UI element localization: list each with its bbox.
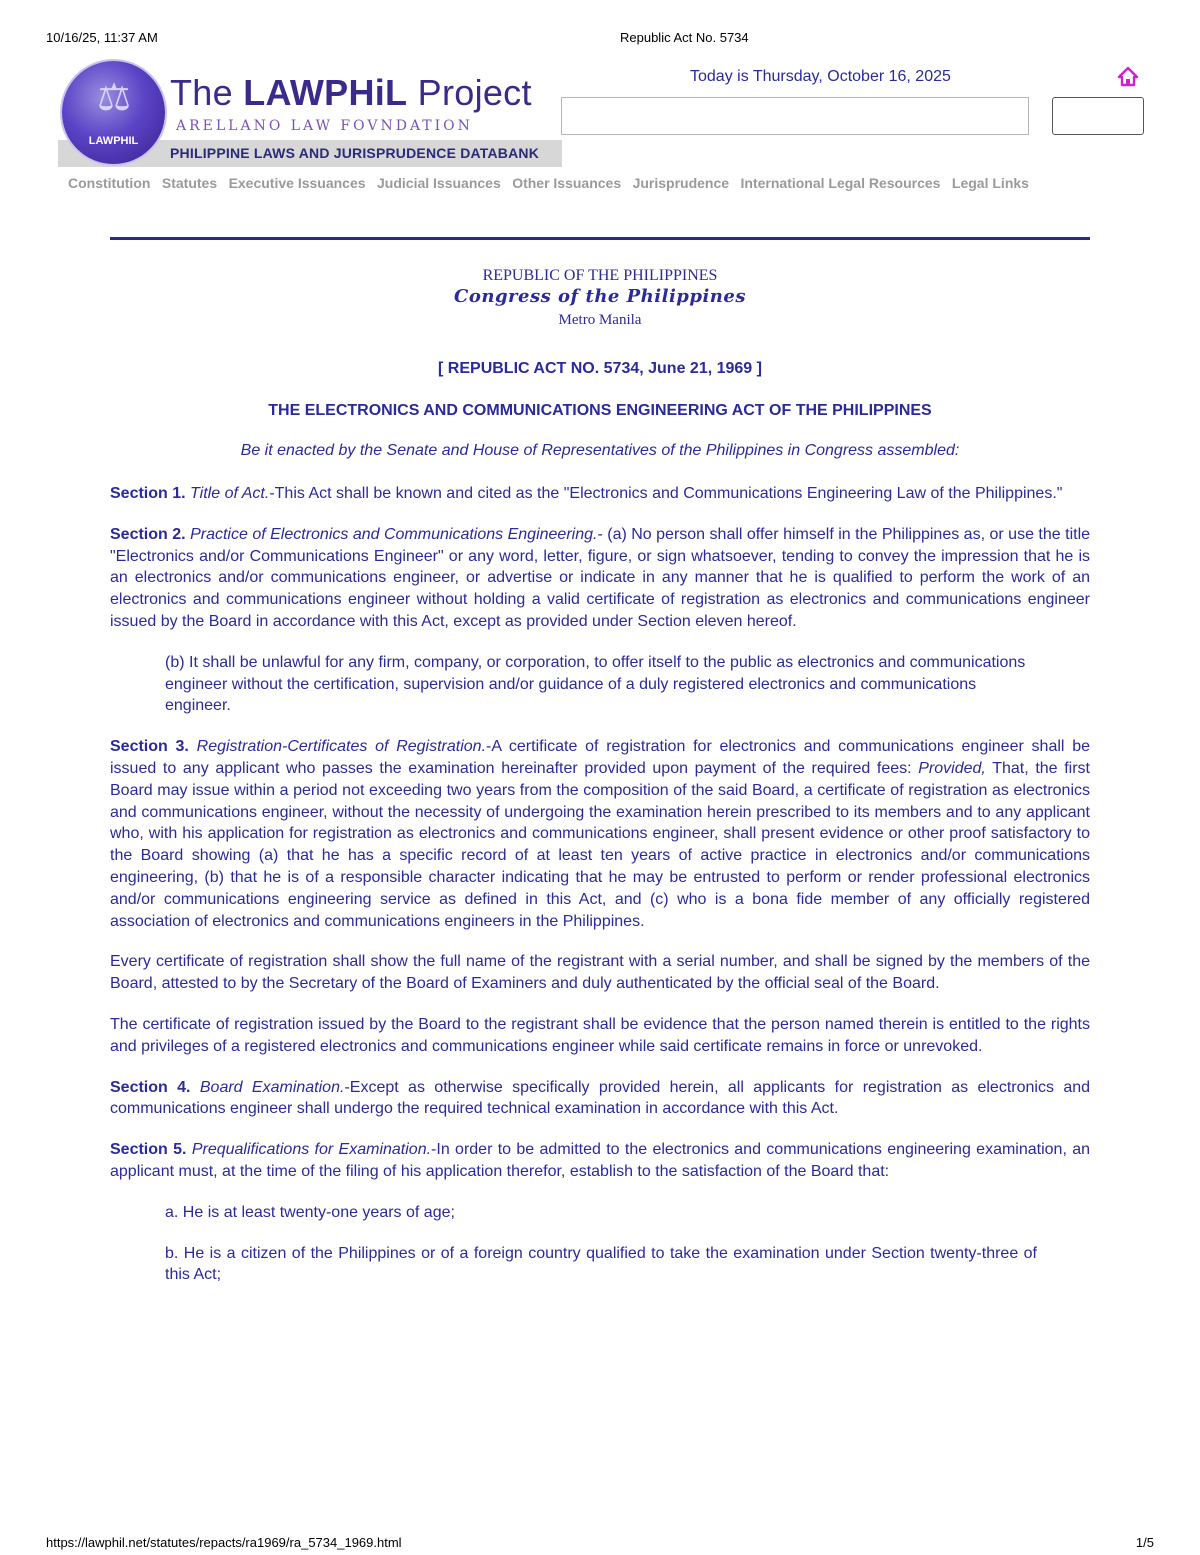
section-text: That, the first Board may issue within a period not exceeding two years from the composition of the said Board, a certificate of registration as electronics and communications engineer, without the necessity of undergoing the examination herein prescribed to its members and to any applicant who, with his application for registration as electronics and communications engineer, shall present evidence or other proof satisfactory to the Board showing (a) that he has a specific record of at least ten years of active practice in electronics and/or communications engineering, (b) that he is of a responsible character indicating that he may be entrusted to perform or render professional electronics and/or communications engineering service as defined in this Act, and (c) who is a bona fide member of any officially registered association of electronics and communications engineers in the Philippines. bbox=[110, 759, 1090, 930]
nav-statutes[interactable]: Statutes bbox=[161, 175, 218, 191]
section-text: -Except as otherwise specifically provided herein, all applicants for registration as electronics and communications engineer shall undergo the required technical examination in accordance with this Act. bbox=[110, 1078, 1091, 1118]
masthead-congress: Congress of the Philippines bbox=[454, 286, 746, 307]
print-url: https://lawphil.net/statutes/repacts/ra1969/ra_5734_1969.html bbox=[46, 1535, 402, 1550]
section-3 bbox=[110, 736, 1090, 932]
masthead-republic: REPUBLIC OF THE PHILIPPINES bbox=[482, 267, 718, 284]
search-input[interactable] bbox=[561, 97, 1029, 135]
enacting-clause: Be it enacted by the Senate and House of Representatives of the Philippines in Congress assembled: bbox=[240, 442, 960, 459]
act-body bbox=[110, 483, 1090, 1305]
section-5-a: a. He is at least twenty-one years of age; bbox=[165, 1203, 455, 1221]
section-5 bbox=[110, 1139, 1090, 1183]
section-heading: Title of Act. bbox=[190, 485, 270, 502]
seal-icon bbox=[62, 61, 165, 164]
nav-international-legal-resources[interactable]: International Legal Resources bbox=[740, 175, 941, 191]
section-text: -In order to be admitted to the electronics and communications engineering examination, an applicant must, at the time of the filing of his application therefor, establish to the satisfaction of the Board that: bbox=[110, 1141, 1091, 1180]
section-label: Section 2. bbox=[110, 525, 186, 543]
section-label: Section 4. bbox=[110, 1078, 191, 1096]
nav-jurisprudence[interactable]: Jurisprudence bbox=[632, 175, 730, 191]
print-header bbox=[46, 30, 1154, 50]
nav-judicial-issuances[interactable]: Judicial Issuances bbox=[377, 175, 501, 191]
section-text: -This Act shall be known and cited as the "Electronics and Communications Engineering Law of the Philippines." bbox=[269, 485, 1063, 502]
section-label: Section 1. bbox=[110, 485, 186, 502]
section-3-paragraph-2: Every certificate of registration shall show the full name of the registrant with a serial number, and shall be signed by the members of the Board, attested to by the Secretary of the Board of Examiners and duly authenticated by the official seal of the Board. bbox=[110, 953, 1090, 993]
home-icon[interactable] bbox=[1117, 66, 1139, 88]
logo-title-mid: LAWPHiL bbox=[243, 72, 408, 113]
logo-title-pre: The bbox=[170, 72, 244, 113]
section-heading: Prequalifications for Examination. bbox=[191, 1141, 432, 1159]
section-text: -A certificate of registration for electronics and communications engineer shall be issued to any applicant who passes the examination hereinafter provided upon payment of the required fees: bbox=[110, 738, 1091, 777]
lawphil-logo[interactable] bbox=[58, 58, 562, 170]
nav-constitution[interactable]: Constitution bbox=[68, 175, 151, 191]
logo-band-text: PHILIPPINE LAWS AND JURISPRUDENCE DATABANK bbox=[170, 145, 540, 161]
print-page-number: 1/5 bbox=[1135, 1535, 1154, 1550]
section-2-b: (b) It shall be unlawful for any firm, company, or corporation, to offer itself to the public as electronics and communications engineer without the certification, supervision and/or guidance of a duly registered electronics and communications engineer. bbox=[165, 653, 1026, 715]
seal-text: LAWPHIL bbox=[88, 135, 139, 147]
provided-term: Provided, bbox=[918, 759, 986, 777]
section-label: Section 5. bbox=[110, 1141, 187, 1159]
nav-legal-links[interactable]: Legal Links bbox=[951, 175, 1029, 191]
section-3-paragraph-3: The certificate of registration issued by the Board to the registrant shall be evidence that the person named therein is entitled to the rights and privileges of a registered electronics and communications engineer while said certificate remains in force or unrevoked. bbox=[110, 1015, 1090, 1055]
print-datetime: 10/16/25, 11:37 AM bbox=[46, 30, 158, 45]
nav-executive-issuances[interactable]: Executive Issuances bbox=[228, 175, 366, 191]
logo-subtitle: ARELLANO LAW FOVNDATION bbox=[176, 118, 473, 134]
section-heading: Registration-Certificates of Registration. bbox=[196, 738, 487, 756]
logo-title bbox=[170, 72, 532, 114]
logo-title-post: Project bbox=[407, 72, 532, 113]
section-2 bbox=[110, 524, 1090, 633]
act-title: THE ELECTRONICS AND COMMUNICATIONS ENGINEERING ACT OF THE PHILIPPINES bbox=[268, 402, 932, 419]
search-button[interactable] bbox=[1052, 97, 1144, 135]
nav-other-issuances[interactable]: Other Issuances bbox=[512, 175, 622, 191]
section-1 bbox=[110, 483, 1090, 505]
print-footer bbox=[46, 1535, 1154, 1555]
section-heading: Board Examination. bbox=[199, 1078, 345, 1096]
section-text: - (a) No person shall offer himself in the Philippines as, or use the title "Electronics and/or Communications Engineer" or any word, letter, figure, or sign whatsoever, tending to convey the impression that he is an electronics and/or communications engineer, or advertise or indicate in any manner that he is qualified to perform the work of an electronics and communications engineer without holding a valid certificate of registration as electronics and communications engineer issued by the Board in accordance with this Act, except as provided under Section eleven hereof. bbox=[110, 525, 1091, 630]
today-date: Today is Thursday, October 16, 2025 bbox=[690, 68, 951, 85]
header-divider bbox=[110, 237, 1090, 240]
section-label: Section 3. bbox=[110, 738, 189, 756]
main-nav bbox=[68, 175, 1036, 193]
section-4 bbox=[110, 1077, 1090, 1121]
scales-icon: ⚖ bbox=[96, 77, 132, 119]
section-heading: Practice of Electronics and Communications Engineering. bbox=[190, 525, 598, 543]
act-number: [ REPUBLIC ACT NO. 5734, June 21, 1969 ] bbox=[438, 360, 762, 377]
section-5-b: b. He is a citizen of the Philippines or of a foreign country qualified to take the examination under Section twenty-three of this Act; bbox=[165, 1244, 1037, 1284]
print-page-title: Republic Act No. 5734 bbox=[620, 30, 749, 45]
masthead-location: Metro Manila bbox=[558, 312, 642, 328]
